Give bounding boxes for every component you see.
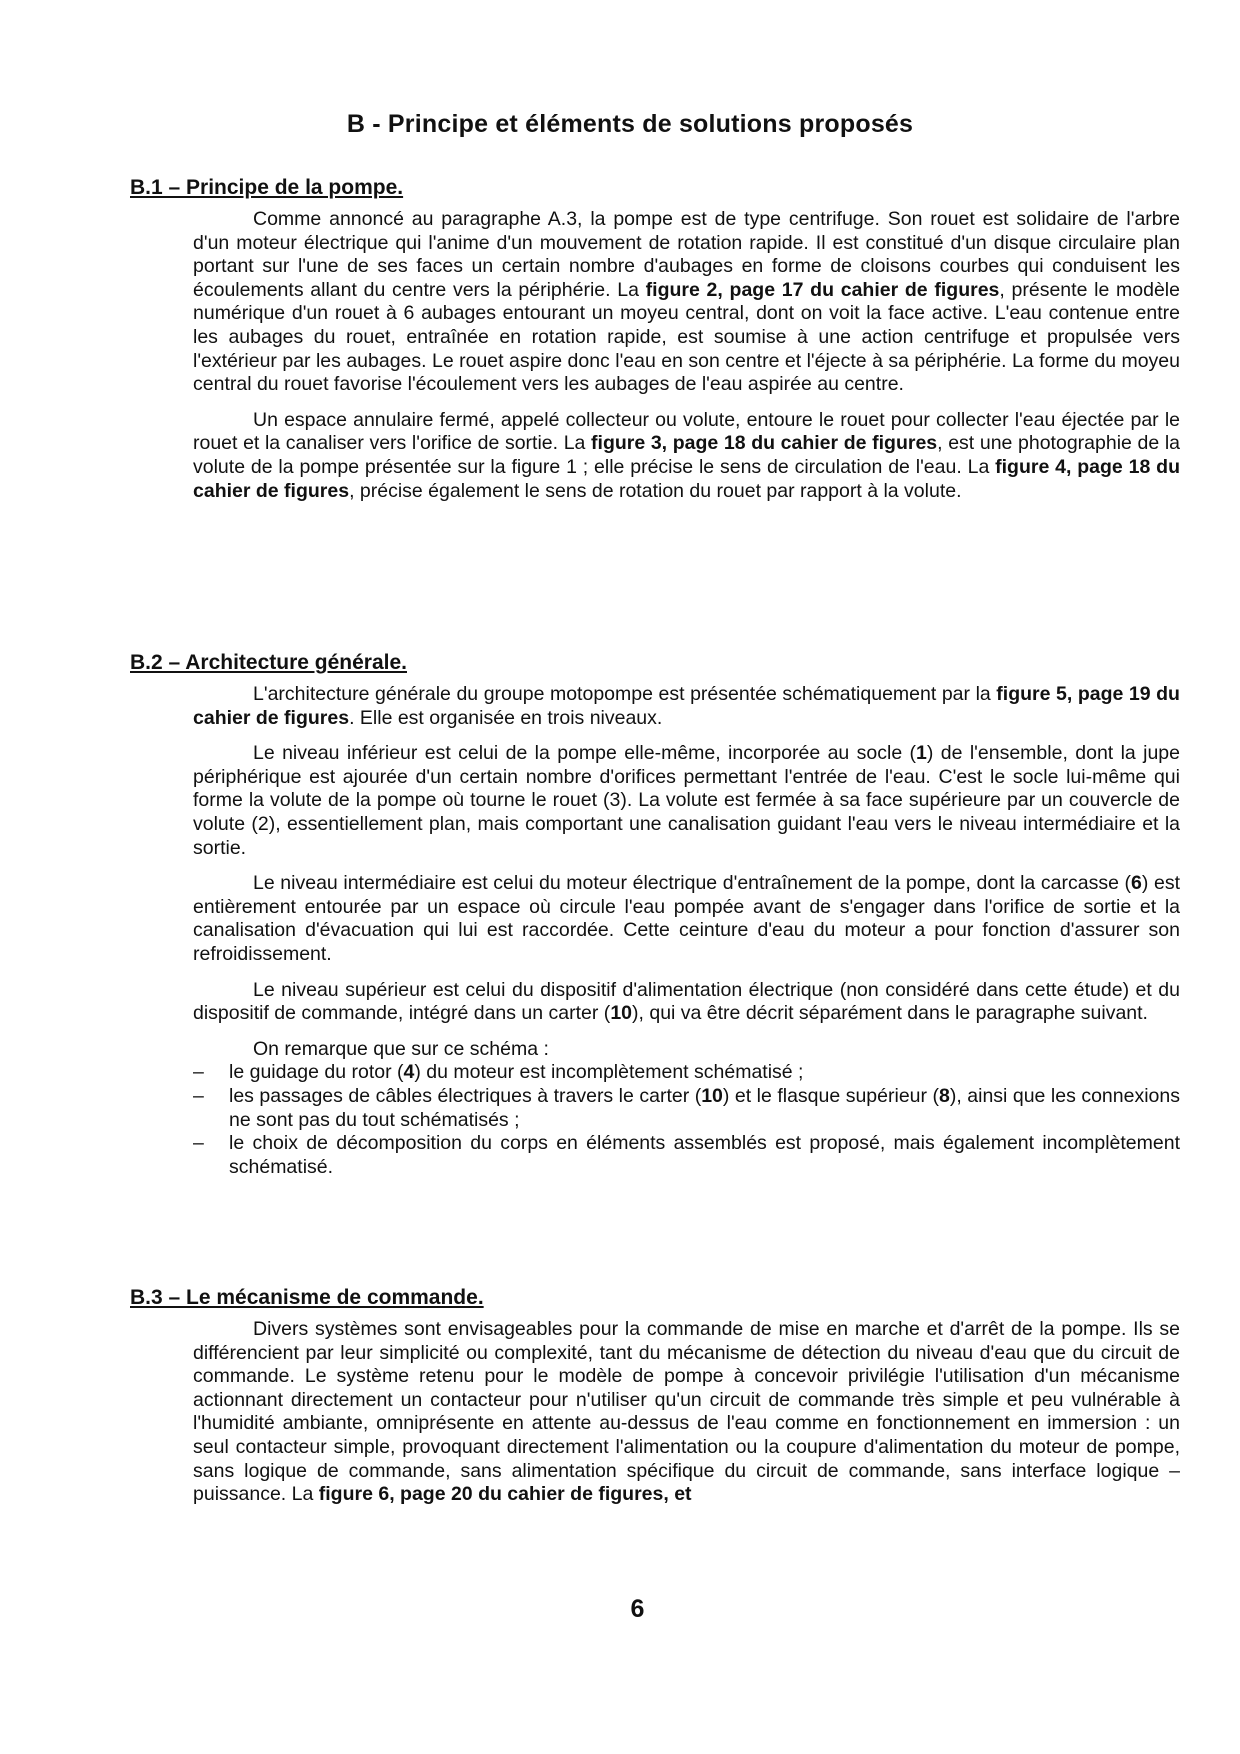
figure-ref: figure 2, page 17 du cahier de figures — [645, 278, 1000, 301]
section-b2-heading: B.2 – Architecture générale. — [130, 651, 407, 674]
section-b1-heading: B.1 – Principe de la pompe. — [130, 176, 404, 199]
list-item: – le guidage du rotor (4) du moteur est incomplètement schématisé ; — [193, 1061, 1180, 1085]
b2-paragraph-3: Le niveau intermédiaire est celui du moteur électrique d'entraînement de la pompe, dont la carcasse (6) est entièrement entourée par un espace où circule l'eau pompée avant de s'engager dans l'orifice de sortie et la canalisation d'évacuation qui lui est raccordée. Cette ceinture d'eau du moteur a pour fonction d'assurer son refroidissement. — [193, 872, 1180, 965]
figure-ref: figure 4, page 18 du cahier de figures — [193, 455, 1180, 502]
figure-ref: figure 6, page 20 du cahier de figures, et — [318, 1483, 692, 1506]
b1-paragraph-2: Un espace annulaire fermé, appelé collecteur ou volute, entoure le rouet pour collecter l'eau éjectée par le rouet et la canaliser vers l'orifice de sortie. La figure 3, page 18 du cahier de figures, est une photographie de la volute de la pompe présentée sur la figure 1 ; elle précise le sens de circulation de l'eau. La figure 4, page 18 du cahier de figures, précise également le sens de rotation du rouet par rapport à la volute. — [193, 408, 1181, 502]
b2-list-intro: On remarque que sur ce schéma : — [253, 1037, 549, 1060]
section-b3 — [130, 1286, 1180, 1507]
b1-paragraph-1: Comme annoncé au paragraphe A.3, la pompe est de type centrifuge. Son rouet est solidaire de l'arbre d'un moteur électrique qui l'anime d'un mouvement de rotation rapide. Il est constitué d'un disque circulaire plan portant sur l'une de ses faces un certain nombre d'aubages en forme de cloisons courbes qui conduisent les écoulements allant du centre vers la périphérie. La figure 2, page 17 du cahier de figures, présente le modèle numérique d'un rouet à 6 aubages entourant un moyeu central, dont on voit la face active. L'eau contenue entre les aubages du rouet, entraînée en rotation rapide, est soumise à une action centrifuge et propulsée vers l'extérieur par les aubages. Le rouet aspire donc l'eau en son centre et l'éjecte à sa périphérie. La forme du moyeu central du rouet favorise l'écoulement vers les aubages de l'eau aspirée au centre. — [193, 208, 1180, 396]
figure-ref: figure 3, page 18 du cahier de figures — [591, 432, 938, 455]
section-b3-heading: B.3 – Le mécanisme de commande. — [130, 1286, 484, 1309]
list-item: – le choix de décomposition du corps en éléments assemblés est proposé, mais également incomplètement schématisé. — [193, 1132, 1180, 1179]
page-title: B - Principe et éléments de solutions proposés — [346, 110, 914, 138]
b2-remarks-list — [193, 1061, 1180, 1179]
figure-ref: figure 5, page 19 du cahier de figures — [193, 683, 1180, 729]
page-number: 6 — [630, 1595, 645, 1623]
b2-paragraph-2: Le niveau inférieur est celui de la pompe elle-même, incorporée au socle (1) de l'ensemble, dont la jupe périphérique est ajourée d'un certain nombre d'orifices permettant l'entrée de l'eau. C'est le socle lui-même qui forme la volute de la pompe où tourne le rouet (3). La volute est fermée à sa face supérieure par un couvercle de volute (2), essentiellement plan, mais comportant une canalisation guidant l'eau vers le niveau intermédiaire et la sortie. — [193, 742, 1181, 859]
list-item: – les passages de câbles électriques à travers le carter (10) et le flasque supérieur (8), ainsi que les connexions ne sont pas du tout schématisés ; — [193, 1085, 1180, 1132]
b2-paragraph-1: L'architecture générale du groupe motopompe est présentée schématiquement par la figure 5, page 19 du cahier de figures. Elle est organisée en trois niveaux. — [193, 683, 1180, 729]
section-b1 — [130, 176, 1180, 503]
b3-paragraph-1: Divers systèmes sont envisageables pour la commande de mise en marche et d'arrêt de la pompe. Ils se différencient par leur simplicité ou complexité, tant du mécanisme de détection du niveau d'eau que du circuit de commande. Le système retenu pour le modèle de pompe à concevoir privilégie l'utilisation d'un mécanisme actionnant directement un contacteur pour n'utiliser qu'un circuit de commande très simple et peu vulnérable à l'humidité ambiante, omniprésente en attente au-dessus de l'eau comme en fonctionnement en immersion : un seul contacteur simple, provoquant directement l'alimentation ou la coupure d'alimentation du moteur de pompe, sans logique de commande, sans alimentation spécifique du circuit de commande, sans interface logique – puissance. La figure 6, page 20 du cahier de figures, et — [193, 1318, 1180, 1506]
b2-paragraph-4: Le niveau supérieur est celui du dispositif d'alimentation électrique (non considéré dans cette étude) et du dispositif de commande, intégré dans un carter (10), qui va être décrit séparément dans le paragraphe suivant. — [193, 978, 1180, 1025]
section-b2 — [130, 651, 1180, 1179]
